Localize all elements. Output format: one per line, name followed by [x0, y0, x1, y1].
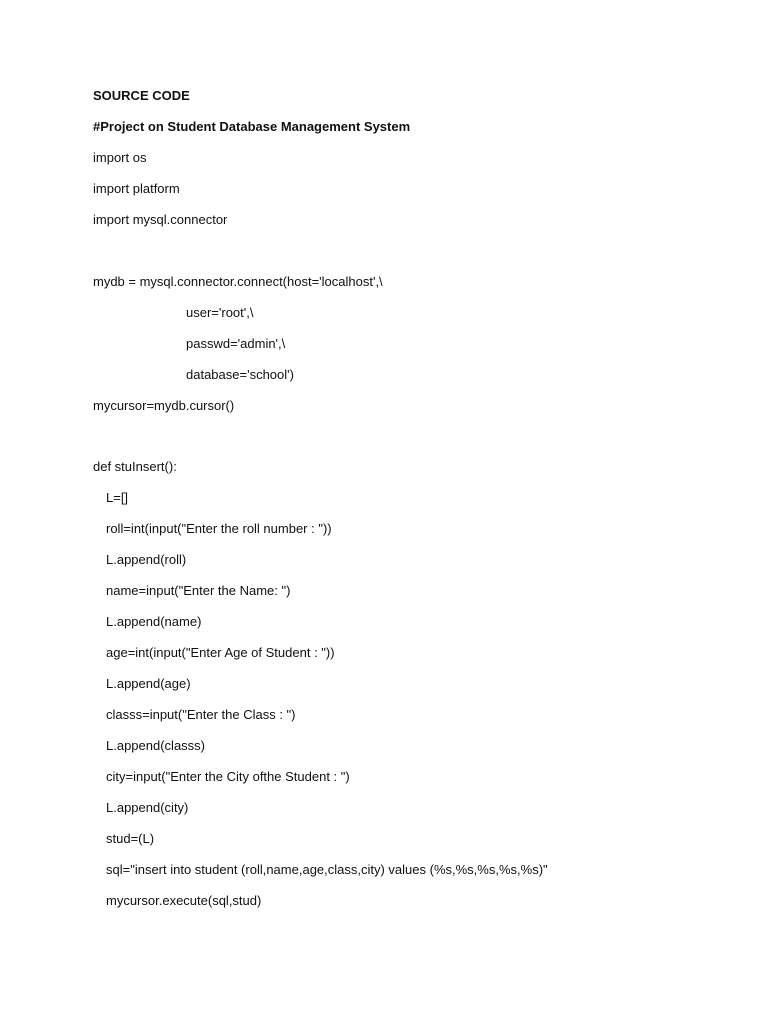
- code-line: mydb = mysql.connector.connect(host='localhost',\: [93, 274, 383, 289]
- code-line: city=input("Enter the City ofthe Student : "): [106, 769, 350, 784]
- code-line: roll=int(input("Enter the roll number : ")): [106, 521, 332, 536]
- code-line: sql="insert into student (roll,name,age,class,city) values (%s,%s,%s,%s,%s)": [106, 862, 548, 877]
- code-line: database='school'): [186, 367, 294, 382]
- code-line: L.append(name): [106, 614, 202, 629]
- code-line: L.append(classs): [106, 738, 205, 753]
- code-line: import platform: [93, 181, 180, 196]
- code-line: L.append(city): [106, 800, 189, 815]
- code-line: classs=input("Enter the Class : "): [106, 707, 296, 722]
- code-line: def stuInsert():: [93, 459, 177, 474]
- code-line: mycursor=mydb.cursor(): [93, 398, 235, 413]
- project-title: #Project on Student Database Management System: [93, 119, 411, 134]
- code-line: age=int(input("Enter Age of Student : ")): [106, 645, 335, 660]
- document-heading: SOURCE CODE: [93, 88, 190, 103]
- code-line: import mysql.connector: [93, 212, 228, 227]
- code-line: user='root',\: [186, 305, 254, 320]
- code-line: L=[]: [106, 490, 129, 505]
- code-line: L.append(age): [106, 676, 191, 691]
- code-line: import os: [93, 150, 147, 165]
- code-line: passwd='admin',\: [186, 336, 286, 351]
- code-line: mycursor.execute(sql,stud): [106, 893, 262, 908]
- code-line: name=input("Enter the Name: "): [106, 583, 291, 598]
- code-line: L.append(roll): [106, 552, 187, 567]
- code-line: stud=(L): [106, 831, 155, 846]
